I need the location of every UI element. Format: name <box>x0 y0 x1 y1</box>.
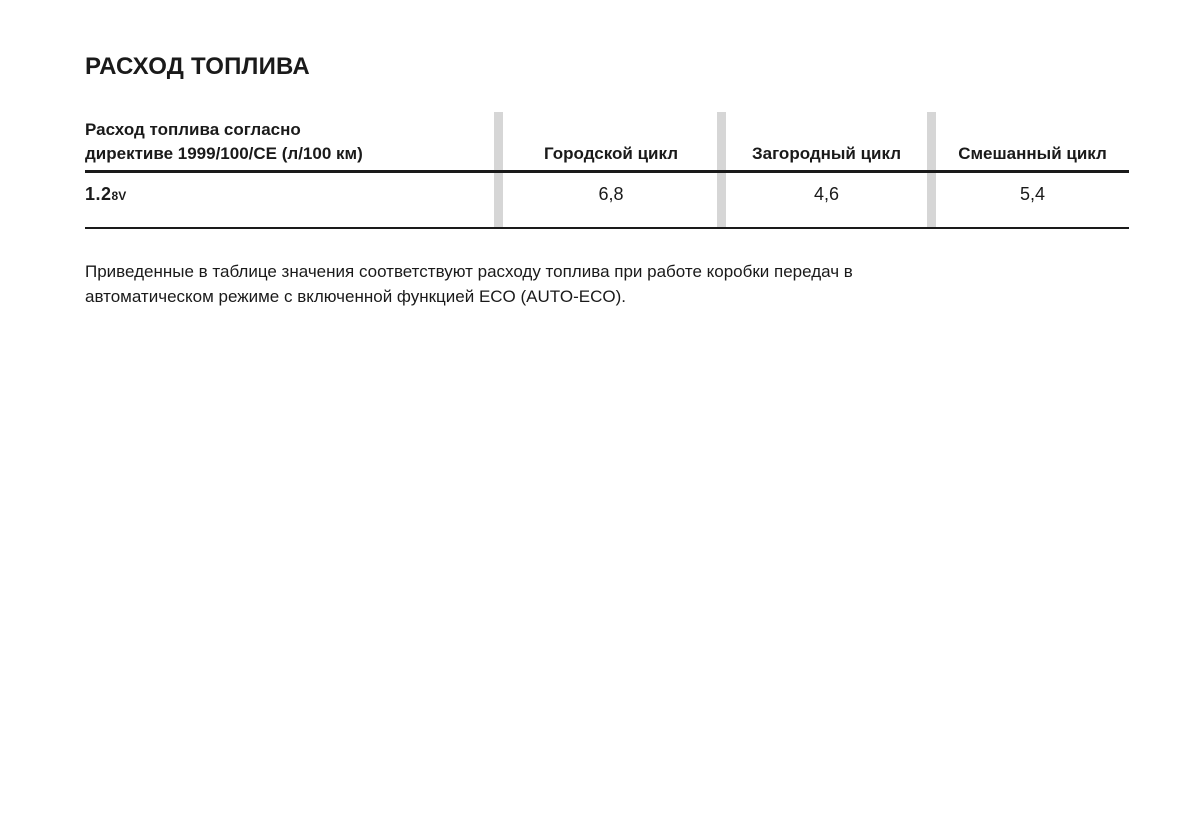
bottom-rule <box>85 227 1129 229</box>
table-header-description <box>85 118 485 166</box>
column-header-urban: Городской цикл <box>544 144 678 163</box>
value-extra-urban: 4,6 <box>813 184 840 204</box>
engine-name: 1.2 <box>85 184 112 204</box>
fuel-consumption-table <box>85 112 1129 229</box>
footnote-paragraph <box>85 259 1095 309</box>
page-title: РАСХОД ТОПЛИВА <box>85 53 310 80</box>
column-header-extra-urban: Загородный цикл <box>751 144 902 163</box>
engine-suffix: 8V <box>111 189 127 203</box>
value-urban: 6,8 <box>598 184 624 204</box>
value-combined: 5,4 <box>1019 184 1046 204</box>
header-rule <box>85 170 1129 173</box>
footnote-line2: автоматическом режиме с включенной функцией ECO (AUTO-ECO). <box>85 287 626 306</box>
column-header-combined: Смешанный цикл <box>958 144 1107 163</box>
engine-label <box>85 182 126 208</box>
footnote-line1: Приведенные в таблице значения соответствуют расходу топлива при работе коробки передач в <box>85 262 853 281</box>
table-header-line1: Расход топлива согласно <box>85 120 301 139</box>
table-header-line2: директиве 1999/100/CE (л/100 км) <box>85 144 363 163</box>
